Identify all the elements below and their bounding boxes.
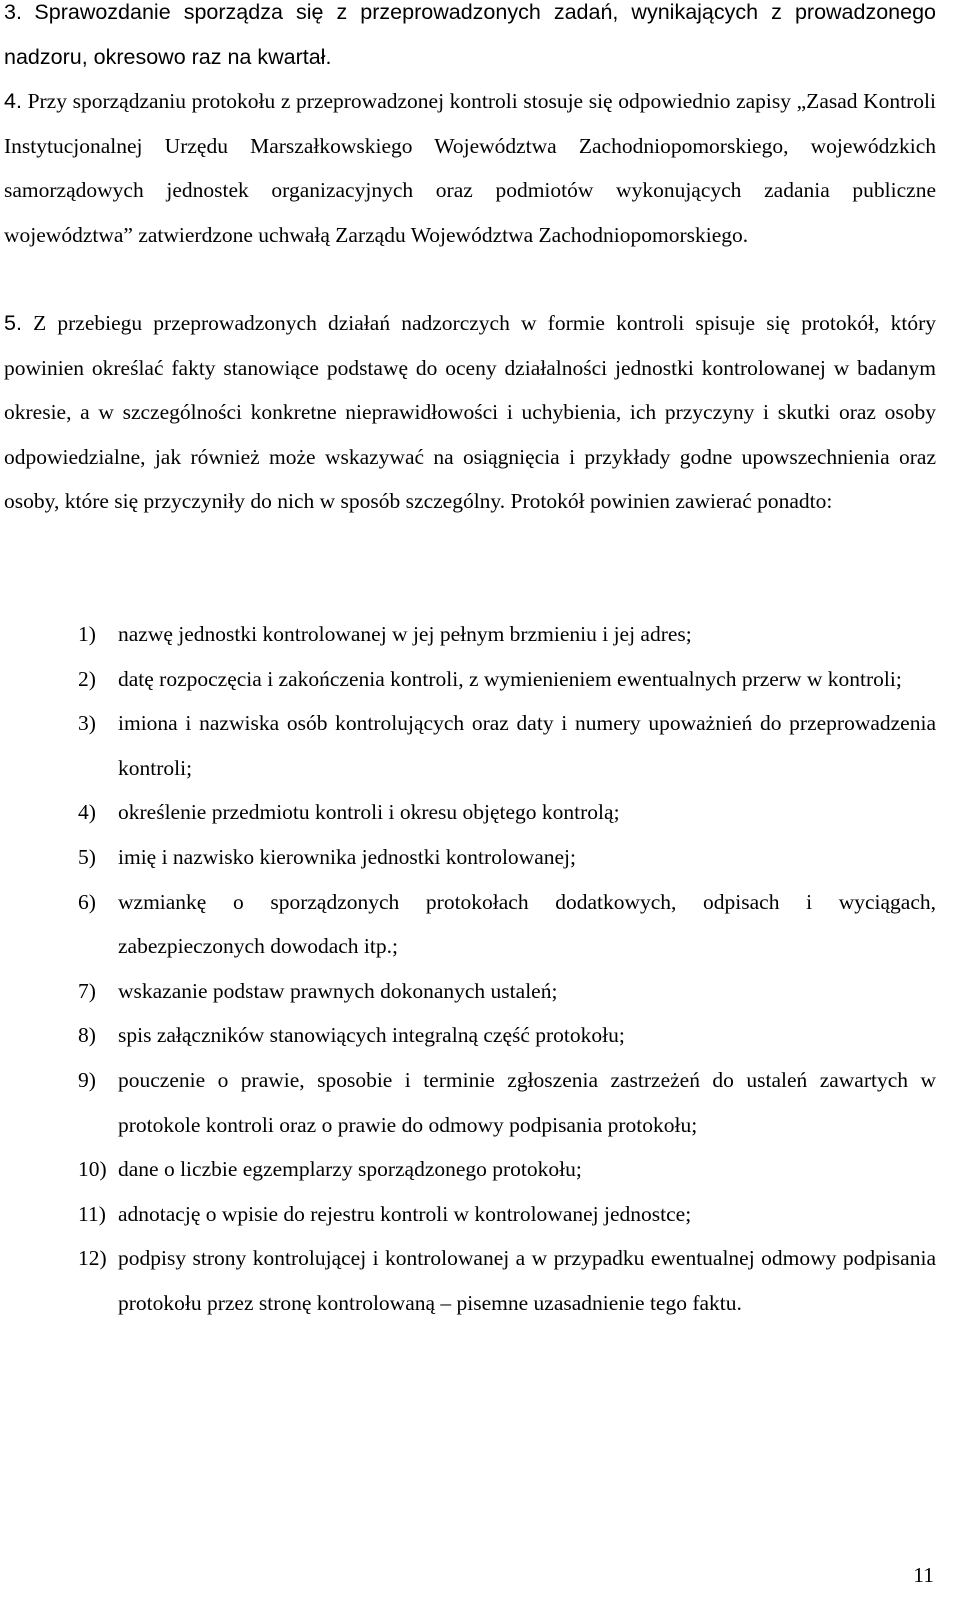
- list-item-text: pouczenie o prawie, sposobie i terminie zgłoszenia zastrzeżeń do ustaleń zawartych w protokole kontroli oraz o prawie do odmowy podpisania protokołu;: [118, 1067, 936, 1137]
- list-item-number: 11): [78, 1201, 106, 1226]
- paragraph-number: 4.: [4, 89, 22, 113]
- list-item: [78, 880, 936, 969]
- paragraph-text: Sprawozdanie sporządza się z przeprowadzonych zadań, wynikających z prowadzonego nadzoru, okresowo raz na kwartał.: [4, 0, 937, 69]
- list-item-text: dane o liczbie egzemplarzy sporządzonego protokołu;: [118, 1157, 582, 1182]
- paragraph-text: Przy sporządzaniu protokołu z przeprowadzonej kontroli stosuje się odpowiednio zapisy „Zasad Kontroli Instytucjonalnej Urzędu Marszałkowskiego Województwa Zachodniopomorskiego, wojewódzkich samorządowych jednostek organizacyjnych oraz podmiotów wykonujących zadania publiczne województwa” zatwierdzone uchwałą Zarządu Województwa Zachodniopomorskiego.: [4, 89, 936, 247]
- list-item: [78, 969, 936, 1014]
- list-item-number: 3): [78, 711, 96, 736]
- list-item-text: wzmiankę o sporządzonych protokołach dodatkowych, odpisach i wyciągach, zabezpieczonych dowodach itp.;: [118, 889, 936, 959]
- paragraph-number: 3.: [4, 0, 22, 24]
- list-item: [78, 790, 936, 835]
- list-item: [78, 1147, 936, 1192]
- list-item-text: adnotację o wpisie do rejestru kontroli w kontrolowanej jednostce;: [118, 1201, 692, 1226]
- paragraph-text: Z przebiegu przeprowadzonych działań nadzorczych w formie kontroli spisuje się protokół, który powinien określać fakty stanowiące podstawę do oceny działalności jednostki kontrolowanej w badanym okresie, a w szczególności konkretne nieprawidłowości i uchybienia, ich przyczyny i skutki oraz osoby odpowiedzialne, jak również może wskazywać na osiągnięcia i przykłady godne upowszechnienia oraz osoby, które się przyczyniły do nich w sposób szczególny. Protokół powinien zawierać ponadto:: [4, 311, 937, 514]
- list-item: [78, 1236, 936, 1325]
- page-number: 11: [913, 1563, 934, 1587]
- list-item-number: 8): [78, 1023, 96, 1048]
- list-item: [78, 1058, 936, 1147]
- paragraph-number: 5.: [4, 311, 22, 335]
- list-item-number: 7): [78, 978, 96, 1003]
- list-item: [78, 701, 936, 790]
- protocol-contents-list: [78, 612, 936, 1326]
- list-item: [78, 835, 936, 880]
- list-item-text: imiona i nazwiska osób kontrolujących oraz daty i numery upoważnień do przeprowadzenia kontroli;: [118, 711, 936, 780]
- paragraph-4: [4, 79, 936, 257]
- paragraph-5: [4, 301, 936, 524]
- list-item-text: nazwę jednostki kontrolowanej w jej pełnym brzmieniu i jej adres;: [118, 622, 692, 646]
- list-item-text: podpisy strony kontrolującej i kontrolowanej a w przypadku ewentualnej odmowy podpisania protokołu przez stronę kontrolowaną – pisemne uzasadnienie tego faktu.: [118, 1246, 936, 1315]
- list-item-text: imię i nazwisko kierownika jednostki kontrolowanej;: [118, 844, 576, 869]
- list-item: [78, 1013, 936, 1058]
- list-item: [78, 1192, 936, 1237]
- paragraph-3: [4, 0, 936, 79]
- list-item-number: 4): [78, 800, 96, 825]
- list-item-text: datę rozpoczęcia i zakończenia kontroli, z wymienieniem ewentualnych przerw w kontroli;: [118, 666, 902, 691]
- list-item-number: 1): [78, 622, 96, 646]
- list-item: [78, 657, 936, 702]
- list-item: [78, 612, 936, 657]
- list-item-number: 12): [78, 1246, 107, 1271]
- list-item-number: 5): [78, 844, 96, 869]
- list-item-text: spis załączników stanowiących integralną część protokołu;: [118, 1023, 625, 1048]
- list-item-text: określenie przedmiotu kontroli i okresu objętego kontrolą;: [118, 800, 620, 825]
- list-item-text: wskazanie podstaw prawnych dokonanych ustaleń;: [118, 978, 558, 1003]
- list-item-number: 9): [78, 1067, 96, 1092]
- list-item-number: 6): [78, 889, 96, 914]
- list-item-number: 10): [78, 1157, 107, 1182]
- list-item-number: 2): [78, 666, 96, 691]
